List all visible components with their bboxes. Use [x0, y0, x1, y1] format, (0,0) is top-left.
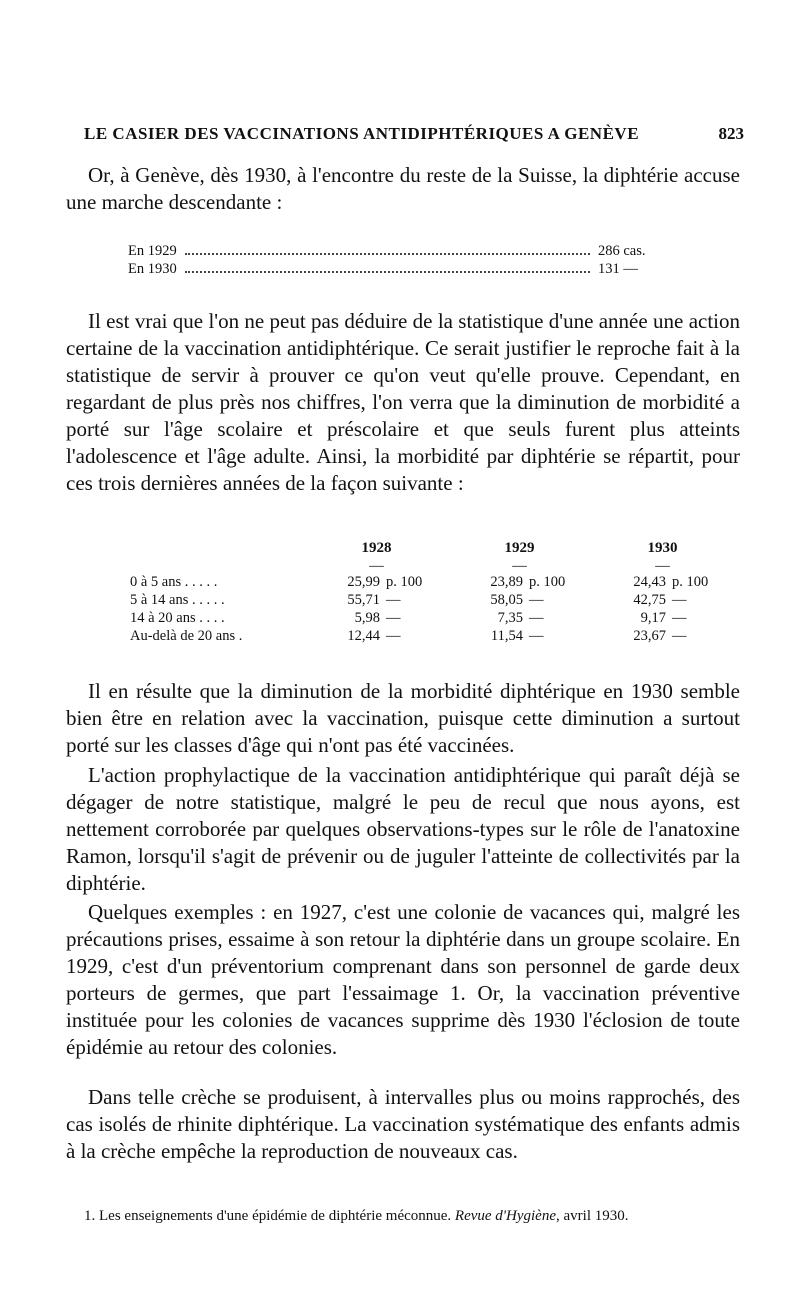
paragraph-2: Il est vrai que l'on ne peut pas déduire de la statistique d'une année une action certaine de la vaccination antidiphtérique. Ce serait justifier le reproche fait à la statistique de servir à prouver ce qu'on veut qu'elle prouve. Cependant, en regardant de plus près nos chiffres, l'on verra que la diminution de morbidité a porté sur l'âge scolaire et préscolaire et que seuls furent plus atteints l'adolescence et l'âge adulte. Ainsi, la morbidité par diphtérie se répartit, pour ces trois dernières années de la façon suivante : [66, 309, 740, 495]
cell-unit: — [529, 627, 544, 644]
dash: — [512, 558, 527, 574]
cell-value: 5,98 [354, 609, 380, 626]
cell-value: 42,75 [633, 591, 666, 608]
cell-unit: p. 100 [386, 573, 423, 590]
cell-unit: — [386, 627, 401, 644]
cell-unit: — [386, 609, 401, 626]
cell-value: 7,35 [497, 609, 523, 626]
cell-value: 12,44 [347, 627, 380, 644]
age-group: Au-delà de 20 ans . [130, 627, 243, 644]
age-group: 14 à 20 ans . . . . [130, 609, 225, 626]
footnote [66, 1206, 740, 1226]
cell-unit: — [672, 609, 687, 626]
morbidity-table [130, 540, 734, 645]
table-dash-row [130, 559, 734, 573]
cases-count: 131 — [598, 261, 638, 277]
cases-list [128, 243, 668, 279]
table-header-row [130, 540, 734, 559]
cases-year: En 1929 [128, 243, 177, 259]
paragraph-3: Il en résulte que la diminution de la morbidité diphtérique en 1930 semble bien être en relation avec la vaccination, puisque cette diminution a surtout porté sur les classes d'âge qui n'ont pas été vaccinées. [66, 679, 740, 757]
year-heading: 1928 [361, 540, 392, 556]
running-header [84, 124, 744, 144]
cell-unit: p. 100 [529, 573, 566, 590]
cell-unit: p. 100 [672, 573, 709, 590]
cell-value: 25,99 [347, 573, 380, 590]
cases-count: 286 cas. [598, 243, 646, 259]
cell-unit: — [672, 591, 687, 608]
dash: — [369, 558, 384, 574]
cases-row [128, 261, 668, 279]
cell-value: 11,54 [490, 627, 523, 644]
paragraph-6: Dans telle crèche se produisent, à intervalles plus ou moins rapprochés, des cas isolés de rhinite diphtérique. La vaccination systématique des enfants admis à la crèche empêche la reproduction de nouveaux cas. [66, 1085, 740, 1163]
cell-value: 24,43 [633, 573, 666, 590]
page-number: 823 [718, 124, 744, 143]
cases-row [128, 243, 668, 261]
cell-unit: — [672, 627, 687, 644]
dash: — [655, 558, 670, 574]
table-row [130, 609, 734, 627]
paragraph-5: Quelques exemples : en 1927, c'est une colonie de vacances qui, malgré les précautions prises, essaime à son retour la diphtérie dans un groupe scolaire. En 1929, c'est d'un préventorium comprenant dans son personnel de garde deux porteurs de germes, que part l'essaimage 1. Or, la vaccination préventive instituée pour les colonies de vacances supprime dès 1930 l'éclosion de toute épidémie au retour des colonies. [66, 900, 740, 1059]
cell-unit: — [529, 591, 544, 608]
running-title: LE CASIER DES VACCINATIONS ANTIDIPHTÉRIQUES A GENÈVE [84, 124, 640, 143]
dot-leader [185, 271, 590, 273]
dot-leader [185, 253, 590, 255]
table-row [130, 573, 734, 591]
paragraph-1: Or, à Genève, dès 1930, à l'encontre du reste de la Suisse, la diphtérie accuse une marche descendante : [66, 163, 740, 214]
paragraph-4: L'action prophylactique de la vaccination antidiphtérique qui paraît déjà se dégager de notre statistique, malgré le peu de recul que nous ayons, est nettement corroborée par quelques observations-types sur le rôle de l'anatoxine Ramon, lorsqu'il s'agit de prévenir ou de juguler l'atteinte de collectivités par la diphtérie. [66, 763, 740, 895]
cell-unit: — [386, 591, 401, 608]
footnote-source: Revue d'Hygiène [454, 1208, 556, 1224]
year-heading: 1929 [504, 540, 535, 556]
cell-value: 23,67 [633, 627, 666, 644]
footnote-date: , avril 1930. [556, 1208, 629, 1224]
cell-value: 58,05 [490, 591, 523, 608]
table-row [130, 627, 734, 645]
age-group: 0 à 5 ans . . . . . [130, 573, 218, 590]
cell-value: 55,71 [347, 591, 380, 608]
cases-year: En 1930 [128, 261, 177, 277]
year-heading: 1930 [647, 540, 678, 556]
cell-value: 9,17 [640, 609, 666, 626]
cell-value: 23,89 [490, 573, 523, 590]
table-row [130, 591, 734, 609]
cell-unit: — [529, 609, 544, 626]
footnote-text: 1. Les enseignements d'une épidémie de diphtérie méconnue. [84, 1208, 452, 1224]
age-group: 5 à 14 ans . . . . . [130, 591, 225, 608]
